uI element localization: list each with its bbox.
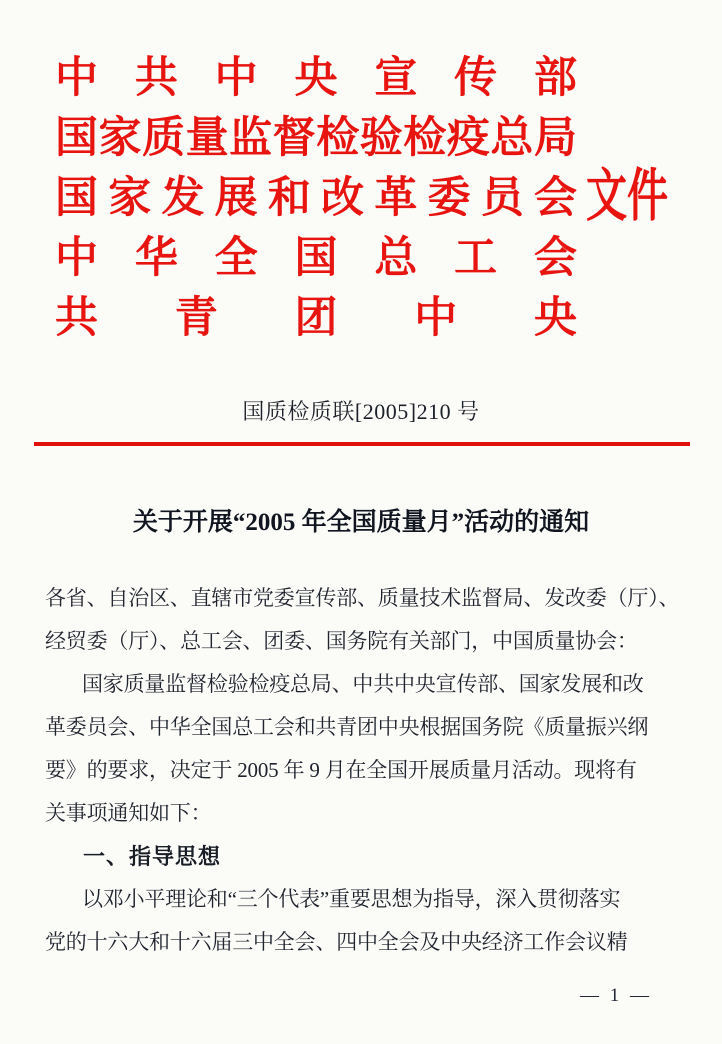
body-text-line: 党的十六大和十六届三中全会、四中全会及中央经济工作会议精 [45, 930, 628, 954]
body-text-line: 各省、自治区、直辖市党委宣传部、质量技术监督局、发改委（厅）、 [45, 586, 680, 610]
body-text-line: 关事项通知如下： [45, 801, 212, 825]
body-text-line: 革委员会、中华全国总工会和共青团中央根据国务院《质量振兴纲 [45, 715, 649, 739]
letterhead-agency-names [55, 56, 577, 356]
agency-name-line: 国 家 发 展 和 改 革 委 员 会 [55, 175, 577, 222]
page-number: — 1 — [580, 985, 652, 1006]
document-body [45, 577, 695, 964]
body-section-heading: 一、指导思想 [83, 844, 222, 869]
agency-name-line: 中 华 全 国 总 工 会 [55, 235, 577, 282]
document-reference-number: 国质检质联[2005]210 号 [242, 399, 480, 424]
agency-name-line: 中 共 中 央 宣 传 部 [55, 55, 577, 102]
body-text-line: 以邓小平理论和“三个代表”重要思想为指导，深入贯彻落实 [82, 887, 621, 911]
red-divider-rule [34, 442, 690, 446]
agency-name-line: 国 家 质 量 监 督 检 验 检 疫 总 局 [55, 115, 577, 162]
letterhead-document-word: 文件 [586, 165, 669, 228]
document-title: 关于开展“2005 年全国质量月”活动的通知 [132, 509, 590, 536]
agency-name-line: 共 青 团 中 央 [55, 295, 577, 342]
body-text-line: 要》的要求，决定于 2005 年 9 月在全国开展质量月活动。现将有 [45, 758, 637, 782]
body-text-line: 经贸委（厅）、总工会、团委、国务院有关部门，中国质量协会： [45, 629, 638, 653]
body-text-line: 国家质量监督检验检疫总局、中共中央宣传部、国家发展和改 [82, 672, 644, 696]
